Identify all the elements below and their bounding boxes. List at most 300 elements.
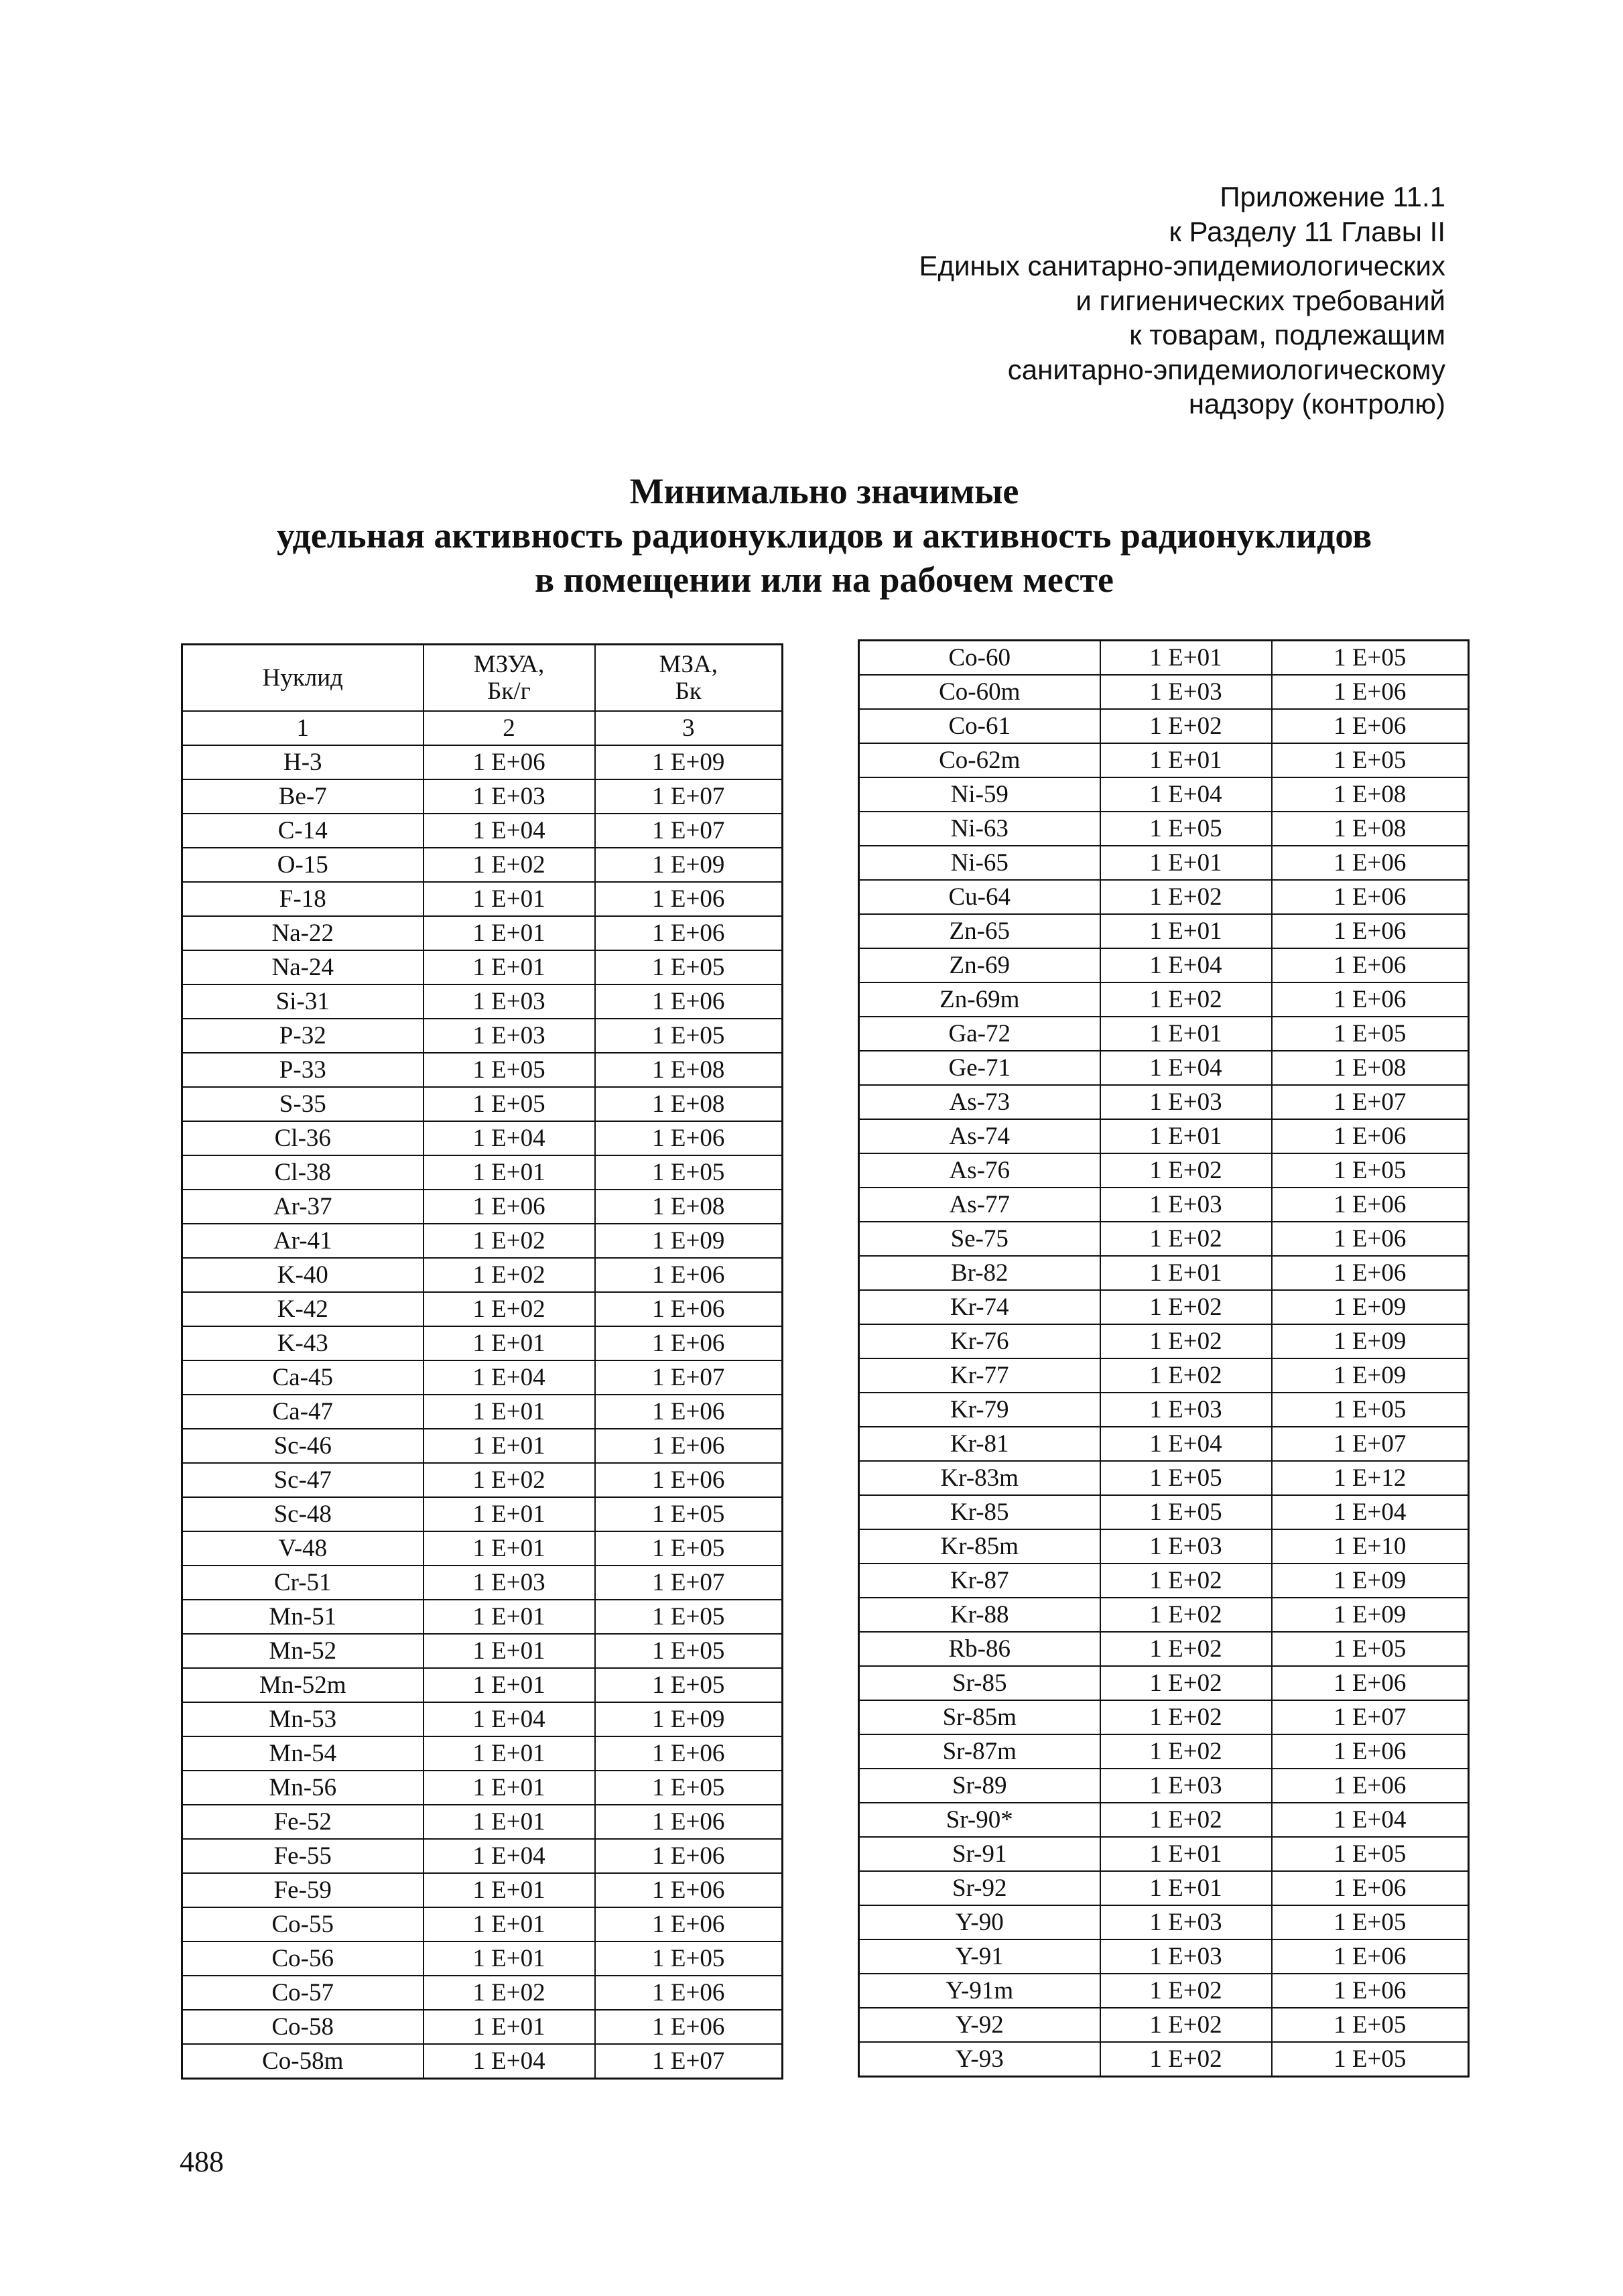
appendix-line: санитарно-эпидемиологическому bbox=[1007, 353, 1445, 385]
nuclide-cell: Sr-90* bbox=[859, 1803, 1100, 1837]
mzua-cell: 1 E+02 bbox=[1100, 1734, 1272, 1769]
nuclide-cell: As-74 bbox=[859, 1119, 1100, 1153]
mza-cell: 1 E+06 bbox=[595, 1395, 783, 1429]
table-row bbox=[859, 1837, 1469, 1871]
mzua-cell: 1 E+02 bbox=[1100, 2008, 1272, 2042]
mza-cell: 1 E+05 bbox=[595, 1634, 783, 1668]
mzua-cell: 1 E+01 bbox=[424, 1600, 595, 1634]
mza-cell: 1 E+05 bbox=[1272, 1153, 1469, 1188]
mza-cell: 1 E+06 bbox=[1272, 1222, 1469, 1256]
mzua-cell: 1 E+05 bbox=[424, 1087, 595, 1121]
mzua-cell: 1 E+06 bbox=[424, 745, 595, 779]
mzua-cell: 1 E+01 bbox=[424, 1771, 595, 1805]
nuclide-cell: H-3 bbox=[182, 745, 424, 779]
table-row bbox=[182, 950, 783, 984]
table-row bbox=[182, 1121, 783, 1155]
table-row bbox=[182, 1497, 783, 1531]
table-row bbox=[859, 743, 1469, 777]
nuclide-cell: Ar-37 bbox=[182, 1190, 424, 1224]
mza-cell: 1 E+05 bbox=[595, 1155, 783, 1190]
nuclide-cell: Co-58 bbox=[182, 2010, 424, 2044]
nuclide-cell: Br-82 bbox=[859, 1256, 1100, 1290]
nuclide-cell: Mn-53 bbox=[182, 1702, 424, 1736]
mzua-cell: 1 E+02 bbox=[1100, 1222, 1272, 1256]
nuclide-cell: As-77 bbox=[859, 1188, 1100, 1222]
nuclide-cell: Y-92 bbox=[859, 2008, 1100, 2042]
mzua-cell: 1 E+04 bbox=[424, 2044, 595, 2079]
nuclide-cell: Kr-85 bbox=[859, 1495, 1100, 1529]
mzua-cell: 1 E+03 bbox=[424, 984, 595, 1019]
table-row bbox=[182, 1190, 783, 1224]
mza-cell: 1 E+05 bbox=[1272, 1837, 1469, 1871]
mzua-cell: 1 E+01 bbox=[424, 1155, 595, 1190]
mza-cell: 1 E+06 bbox=[595, 1736, 783, 1771]
mza-cell: 1 E+08 bbox=[595, 1053, 783, 1087]
mza-cell: 1 E+05 bbox=[1272, 1905, 1469, 1939]
mza-cell: 1 E+07 bbox=[595, 779, 783, 814]
nuclide-cell: Si-31 bbox=[182, 984, 424, 1019]
nuclide-cell: Kr-76 bbox=[859, 1324, 1100, 1358]
nuclide-cell: F-18 bbox=[182, 882, 424, 916]
mza-cell: 1 E+07 bbox=[595, 1360, 783, 1395]
mzua-cell: 1 E+02 bbox=[1100, 1598, 1272, 1632]
mza-cell: 1 E+07 bbox=[595, 2044, 783, 2079]
table-row bbox=[182, 1463, 783, 1497]
mzua-cell: 1 E+02 bbox=[424, 1463, 595, 1497]
mza-cell: 1 E+08 bbox=[1272, 777, 1469, 812]
mza-cell: 1 E+06 bbox=[1272, 880, 1469, 914]
nuclide-cell: Y-93 bbox=[859, 2042, 1100, 2077]
mza-cell: 1 E+06 bbox=[595, 1292, 783, 1326]
nuclide-cell: Ar-41 bbox=[182, 1224, 424, 1258]
table-row bbox=[859, 1051, 1469, 1085]
table-row bbox=[859, 1119, 1469, 1153]
nuclide-cell: Zn-69 bbox=[859, 948, 1100, 982]
header-nuclide: Нуклид bbox=[182, 645, 424, 712]
mza-cell: 1 E+09 bbox=[1272, 1598, 1469, 1632]
nuclide-cell: Ni-65 bbox=[859, 846, 1100, 880]
mzua-cell: 1 E+01 bbox=[424, 1326, 595, 1360]
mzua-cell: 1 E+06 bbox=[424, 1190, 595, 1224]
nuclide-cell: Ni-63 bbox=[859, 812, 1100, 846]
mza-cell: 1 E+06 bbox=[1272, 1666, 1469, 1700]
mzua-cell: 1 E+01 bbox=[424, 1907, 595, 1941]
mza-cell: 1 E+06 bbox=[595, 984, 783, 1019]
appendix-line: и гигиенических требований bbox=[1076, 284, 1445, 316]
nuclide-cell: K-40 bbox=[182, 1258, 424, 1292]
mza-cell: 1 E+05 bbox=[1272, 1393, 1469, 1427]
mzua-cell: 1 E+01 bbox=[1100, 641, 1272, 676]
mzua-cell: 1 E+02 bbox=[1100, 709, 1272, 743]
table-row bbox=[859, 880, 1469, 914]
nuclide-cell: Sc-47 bbox=[182, 1463, 424, 1497]
appendix-line: надзору (контролю) bbox=[1188, 388, 1445, 420]
table-row bbox=[859, 1461, 1469, 1495]
table-row bbox=[182, 1155, 783, 1190]
nuclide-cell: Kr-88 bbox=[859, 1598, 1100, 1632]
table-row bbox=[182, 1292, 783, 1326]
mza-cell: 1 E+05 bbox=[595, 1600, 783, 1634]
nuclide-cell: P-32 bbox=[182, 1019, 424, 1053]
mzua-cell: 1 E+02 bbox=[1100, 1564, 1272, 1598]
nuclide-cell: Kr-87 bbox=[859, 1564, 1100, 1598]
nuclide-cell: Mn-51 bbox=[182, 1600, 424, 1634]
table-row bbox=[182, 1429, 783, 1463]
mzua-cell: 1 E+01 bbox=[1100, 1256, 1272, 1290]
mza-cell: 1 E+05 bbox=[1272, 743, 1469, 777]
nuclide-cell: Y-91 bbox=[859, 1939, 1100, 1974]
nuclide-cell: Cl-38 bbox=[182, 1155, 424, 1190]
nuclide-cell: S-35 bbox=[182, 1087, 424, 1121]
appendix-line: к товарам, подлежащим bbox=[1129, 319, 1445, 350]
mza-cell: 1 E+06 bbox=[1272, 1939, 1469, 1974]
nuclide-cell: Co-57 bbox=[182, 1976, 424, 2010]
table-row bbox=[182, 1566, 783, 1600]
mzua-cell: 1 E+03 bbox=[1100, 1939, 1272, 1974]
mzua-cell: 1 E+01 bbox=[424, 1805, 595, 1839]
mza-cell: 1 E+05 bbox=[595, 1771, 783, 1805]
table-row bbox=[859, 1324, 1469, 1358]
mza-cell: 1 E+06 bbox=[1272, 846, 1469, 880]
mza-cell: 1 E+09 bbox=[1272, 1564, 1469, 1598]
mzua-cell: 1 E+03 bbox=[1100, 1769, 1272, 1803]
nuclide-cell: Sr-91 bbox=[859, 1837, 1100, 1871]
mzua-cell: 1 E+05 bbox=[1100, 1495, 1272, 1529]
nuclide-cell: Sr-92 bbox=[859, 1871, 1100, 1905]
mzua-cell: 1 E+01 bbox=[424, 1668, 595, 1702]
mzua-cell: 1 E+02 bbox=[424, 1224, 595, 1258]
mzua-cell: 1 E+04 bbox=[424, 1839, 595, 1873]
nuclide-cell: As-76 bbox=[859, 1153, 1100, 1188]
table-row bbox=[182, 1019, 783, 1053]
mzua-cell: 1 E+03 bbox=[424, 1566, 595, 1600]
table-row bbox=[859, 1358, 1469, 1393]
mzua-cell: 1 E+04 bbox=[424, 1121, 595, 1155]
nuclide-cell: Sr-85 bbox=[859, 1666, 1100, 1700]
mza-cell: 1 E+12 bbox=[1272, 1461, 1469, 1495]
mza-cell: 1 E+09 bbox=[595, 745, 783, 779]
mzua-cell: 1 E+01 bbox=[1100, 743, 1272, 777]
mza-cell: 1 E+05 bbox=[1272, 1017, 1469, 1051]
document-title bbox=[154, 469, 1494, 602]
table-row bbox=[182, 1736, 783, 1771]
mzua-cell: 1 E+02 bbox=[1100, 1632, 1272, 1666]
nuclide-cell: Fe-55 bbox=[182, 1839, 424, 1873]
nuclide-cell: O-15 bbox=[182, 848, 424, 882]
mza-cell: 1 E+06 bbox=[1272, 1974, 1469, 2008]
mza-cell: 1 E+07 bbox=[1272, 1700, 1469, 1734]
mza-cell: 1 E+10 bbox=[1272, 1529, 1469, 1564]
table-row bbox=[859, 709, 1469, 743]
mzua-cell: 1 E+02 bbox=[1100, 880, 1272, 914]
table-row bbox=[182, 1326, 783, 1360]
table-row bbox=[182, 1634, 783, 1668]
table-row bbox=[182, 745, 783, 779]
table-row bbox=[182, 848, 783, 882]
nuclide-cell: Sr-89 bbox=[859, 1769, 1100, 1803]
table-body-left bbox=[182, 745, 783, 2079]
header-mzua: МЗУА, Бк/г bbox=[424, 645, 595, 712]
mza-cell: 1 E+09 bbox=[1272, 1358, 1469, 1393]
table-row bbox=[859, 1495, 1469, 1529]
table-row bbox=[859, 1393, 1469, 1427]
mza-cell: 1 E+07 bbox=[595, 1566, 783, 1600]
mza-cell: 1 E+09 bbox=[595, 1224, 783, 1258]
mza-cell: 1 E+06 bbox=[595, 1907, 783, 1941]
table-row bbox=[182, 2010, 783, 2044]
mzua-cell: 1 E+05 bbox=[1100, 812, 1272, 846]
table-row bbox=[859, 1085, 1469, 1119]
table-row bbox=[859, 1256, 1469, 1290]
mza-cell: 1 E+06 bbox=[1272, 675, 1469, 709]
mzua-cell: 1 E+01 bbox=[424, 1634, 595, 1668]
mzua-cell: 1 E+04 bbox=[424, 1702, 595, 1736]
nuclide-cell: Rb-86 bbox=[859, 1632, 1100, 1666]
mzua-cell: 1 E+02 bbox=[424, 1258, 595, 1292]
nuclide-cell: Cr-51 bbox=[182, 1566, 424, 1600]
table-row bbox=[182, 1907, 783, 1941]
table-row bbox=[859, 1803, 1469, 1837]
nuclide-cell: Zn-69m bbox=[859, 982, 1100, 1017]
mza-cell: 1 E+05 bbox=[1272, 2008, 1469, 2042]
mza-cell: 1 E+06 bbox=[595, 1326, 783, 1360]
mzua-cell: 1 E+01 bbox=[1100, 1119, 1272, 1153]
table-row bbox=[859, 846, 1469, 880]
appendix-line: Единых санитарно-эпидемиологических bbox=[919, 250, 1445, 281]
mza-cell: 1 E+08 bbox=[1272, 1051, 1469, 1085]
nuclide-cell: Ca-45 bbox=[182, 1360, 424, 1395]
appendix-line: к Разделу 11 Главы II bbox=[1169, 215, 1445, 247]
mza-cell: 1 E+06 bbox=[1272, 982, 1469, 1017]
mzua-cell: 1 E+03 bbox=[424, 779, 595, 814]
mza-cell: 1 E+05 bbox=[1272, 2042, 1469, 2077]
mza-cell: 1 E+06 bbox=[595, 1463, 783, 1497]
nuclide-cell: Co-56 bbox=[182, 1941, 424, 1976]
nuclide-cell: K-42 bbox=[182, 1292, 424, 1326]
table-row bbox=[859, 1290, 1469, 1324]
nuclide-cell: Co-58m bbox=[182, 2044, 424, 2079]
table-row bbox=[182, 1531, 783, 1566]
table-row bbox=[182, 1941, 783, 1976]
mza-cell: 1 E+04 bbox=[1272, 1495, 1469, 1529]
mzua-cell: 1 E+02 bbox=[1100, 1358, 1272, 1393]
mza-cell: 1 E+06 bbox=[595, 1976, 783, 2010]
table-row bbox=[182, 1600, 783, 1634]
table-row bbox=[859, 982, 1469, 1017]
table-row bbox=[182, 1395, 783, 1429]
mza-cell: 1 E+06 bbox=[1272, 1734, 1469, 1769]
nuclide-cell: As-73 bbox=[859, 1085, 1100, 1119]
mzua-cell: 1 E+02 bbox=[1100, 982, 1272, 1017]
nuclide-cell: Sc-46 bbox=[182, 1429, 424, 1463]
page-number: 488 bbox=[180, 2145, 224, 2178]
mza-cell: 1 E+06 bbox=[1272, 948, 1469, 982]
mzua-cell: 1 E+02 bbox=[1100, 2042, 1272, 2077]
mzua-cell: 1 E+01 bbox=[1100, 1837, 1272, 1871]
mzua-cell: 1 E+03 bbox=[1100, 1085, 1272, 1119]
nuclide-cell: Kr-85m bbox=[859, 1529, 1100, 1564]
nuclide-cell: Co-60 bbox=[859, 641, 1100, 676]
nuclide-table-right bbox=[858, 639, 1470, 2078]
mza-cell: 1 E+08 bbox=[595, 1190, 783, 1224]
table-row bbox=[859, 948, 1469, 982]
nuclide-cell: Na-22 bbox=[182, 916, 424, 950]
mza-cell: 1 E+07 bbox=[1272, 1427, 1469, 1461]
table-row bbox=[859, 1734, 1469, 1769]
mza-cell: 1 E+09 bbox=[595, 1702, 783, 1736]
table-row bbox=[859, 1871, 1469, 1905]
table-row bbox=[859, 1939, 1469, 1974]
mza-cell: 1 E+09 bbox=[1272, 1290, 1469, 1324]
mza-cell: 1 E+09 bbox=[1272, 1324, 1469, 1358]
table-row bbox=[182, 984, 783, 1019]
nuclide-cell: Kr-81 bbox=[859, 1427, 1100, 1461]
mzua-cell: 1 E+02 bbox=[1100, 1666, 1272, 1700]
table-row bbox=[859, 812, 1469, 846]
mza-cell: 1 E+06 bbox=[595, 1805, 783, 1839]
mzua-cell: 1 E+01 bbox=[424, 1429, 595, 1463]
mzua-cell: 1 E+02 bbox=[1100, 1153, 1272, 1188]
mzua-cell: 1 E+01 bbox=[424, 1736, 595, 1771]
mzua-cell: 1 E+04 bbox=[1100, 1427, 1272, 1461]
mza-cell: 1 E+05 bbox=[595, 1497, 783, 1531]
mzua-cell: 1 E+03 bbox=[1100, 1905, 1272, 1939]
nuclide-cell: Be-7 bbox=[182, 779, 424, 814]
table-row bbox=[859, 1632, 1469, 1666]
table-row bbox=[182, 1087, 783, 1121]
mzua-cell: 1 E+02 bbox=[424, 1292, 595, 1326]
mza-cell: 1 E+06 bbox=[595, 2010, 783, 2044]
mzua-cell: 1 E+02 bbox=[1100, 1324, 1272, 1358]
mza-cell: 1 E+06 bbox=[595, 1429, 783, 1463]
mzua-cell: 1 E+03 bbox=[1100, 1529, 1272, 1564]
mzua-cell: 1 E+02 bbox=[424, 848, 595, 882]
mza-cell: 1 E+06 bbox=[1272, 709, 1469, 743]
table-row bbox=[182, 2044, 783, 2079]
mzua-cell: 1 E+01 bbox=[424, 1531, 595, 1566]
table-row bbox=[182, 882, 783, 916]
mza-cell: 1 E+05 bbox=[595, 1668, 783, 1702]
nuclide-cell: Mn-54 bbox=[182, 1736, 424, 1771]
table-row bbox=[182, 1771, 783, 1805]
nuclide-table-left bbox=[181, 643, 783, 2080]
mza-cell: 1 E+06 bbox=[1272, 914, 1469, 948]
nuclide-cell: C-14 bbox=[182, 814, 424, 848]
mza-cell: 1 E+05 bbox=[1272, 1632, 1469, 1666]
nuclide-cell: Ca-47 bbox=[182, 1395, 424, 1429]
mza-cell: 1 E+04 bbox=[1272, 1803, 1469, 1837]
mza-cell: 1 E+06 bbox=[1272, 1188, 1469, 1222]
nuclide-cell: Na-24 bbox=[182, 950, 424, 984]
mzua-cell: 1 E+02 bbox=[1100, 1700, 1272, 1734]
mza-cell: 1 E+05 bbox=[595, 1531, 783, 1566]
mzua-cell: 1 E+01 bbox=[424, 950, 595, 984]
table-row bbox=[859, 1666, 1469, 1700]
nuclide-cell: Sc-48 bbox=[182, 1497, 424, 1531]
mza-cell: 1 E+05 bbox=[1272, 641, 1469, 676]
nuclide-cell: Co-55 bbox=[182, 1907, 424, 1941]
mza-cell: 1 E+06 bbox=[1272, 1119, 1469, 1153]
table-row bbox=[182, 1805, 783, 1839]
mzua-cell: 1 E+01 bbox=[424, 1395, 595, 1429]
table-row bbox=[859, 2042, 1469, 2077]
nuclide-cell: Sr-85m bbox=[859, 1700, 1100, 1734]
appendix-reference bbox=[708, 180, 1445, 422]
mzua-cell: 1 E+01 bbox=[1100, 1871, 1272, 1905]
nuclide-cell: Mn-52 bbox=[182, 1634, 424, 1668]
table-row bbox=[182, 1839, 783, 1873]
table-row bbox=[859, 675, 1469, 709]
column-number: 3 bbox=[595, 711, 783, 745]
table-row bbox=[859, 2008, 1469, 2042]
table-body-right bbox=[859, 641, 1469, 2077]
mza-cell: 1 E+05 bbox=[595, 1941, 783, 1976]
nuclide-cell: K-43 bbox=[182, 1326, 424, 1360]
nuclide-cell: Mn-56 bbox=[182, 1771, 424, 1805]
table-row bbox=[182, 1258, 783, 1292]
mza-cell: 1 E+05 bbox=[595, 950, 783, 984]
nuclide-cell: Co-62m bbox=[859, 743, 1100, 777]
mzua-cell: 1 E+01 bbox=[424, 1941, 595, 1976]
mza-cell: 1 E+06 bbox=[1272, 1871, 1469, 1905]
nuclide-cell: Co-61 bbox=[859, 709, 1100, 743]
nuclide-cell: V-48 bbox=[182, 1531, 424, 1566]
mza-cell: 1 E+06 bbox=[595, 1839, 783, 1873]
nuclide-cell: Co-60m bbox=[859, 675, 1100, 709]
table-row bbox=[859, 1905, 1469, 1939]
nuclide-cell: Kr-79 bbox=[859, 1393, 1100, 1427]
mza-cell: 1 E+06 bbox=[1272, 1769, 1469, 1803]
mza-cell: 1 E+06 bbox=[1272, 1256, 1469, 1290]
nuclide-cell: Kr-77 bbox=[859, 1358, 1100, 1393]
nuclide-cell: P-33 bbox=[182, 1053, 424, 1087]
mza-cell: 1 E+06 bbox=[595, 1121, 783, 1155]
nuclide-cell: Ge-71 bbox=[859, 1051, 1100, 1085]
column-number-row bbox=[182, 711, 783, 745]
table-row bbox=[859, 1564, 1469, 1598]
table-row bbox=[182, 1053, 783, 1087]
table-row bbox=[859, 1017, 1469, 1051]
nuclide-cell: Zn-65 bbox=[859, 914, 1100, 948]
mzua-cell: 1 E+04 bbox=[424, 814, 595, 848]
nuclide-cell: Kr-83m bbox=[859, 1461, 1100, 1495]
mza-cell: 1 E+06 bbox=[595, 916, 783, 950]
mza-cell: 1 E+08 bbox=[1272, 812, 1469, 846]
table-row bbox=[182, 1360, 783, 1395]
table-row bbox=[859, 914, 1469, 948]
mza-cell: 1 E+05 bbox=[595, 1019, 783, 1053]
mzua-cell: 1 E+04 bbox=[424, 1360, 595, 1395]
title-line: в помещении или на рабочем месте bbox=[534, 560, 1114, 600]
mzua-cell: 1 E+04 bbox=[1100, 777, 1272, 812]
mzua-cell: 1 E+01 bbox=[424, 916, 595, 950]
table-row bbox=[182, 1668, 783, 1702]
nuclide-cell: Ni-59 bbox=[859, 777, 1100, 812]
nuclide-cell: Sr-87m bbox=[859, 1734, 1100, 1769]
table-row bbox=[859, 1700, 1469, 1734]
mzua-cell: 1 E+02 bbox=[424, 1976, 595, 2010]
table-row bbox=[859, 1974, 1469, 2008]
table-row bbox=[859, 641, 1469, 676]
mzua-cell: 1 E+02 bbox=[1100, 1290, 1272, 1324]
mzua-cell: 1 E+04 bbox=[1100, 1051, 1272, 1085]
table-header-row bbox=[182, 645, 783, 712]
nuclide-cell: Mn-52m bbox=[182, 1668, 424, 1702]
header-mza: МЗА, Бк bbox=[595, 645, 783, 712]
table-row bbox=[859, 1598, 1469, 1632]
column-number: 1 bbox=[182, 711, 424, 745]
mzua-cell: 1 E+03 bbox=[1100, 675, 1272, 709]
